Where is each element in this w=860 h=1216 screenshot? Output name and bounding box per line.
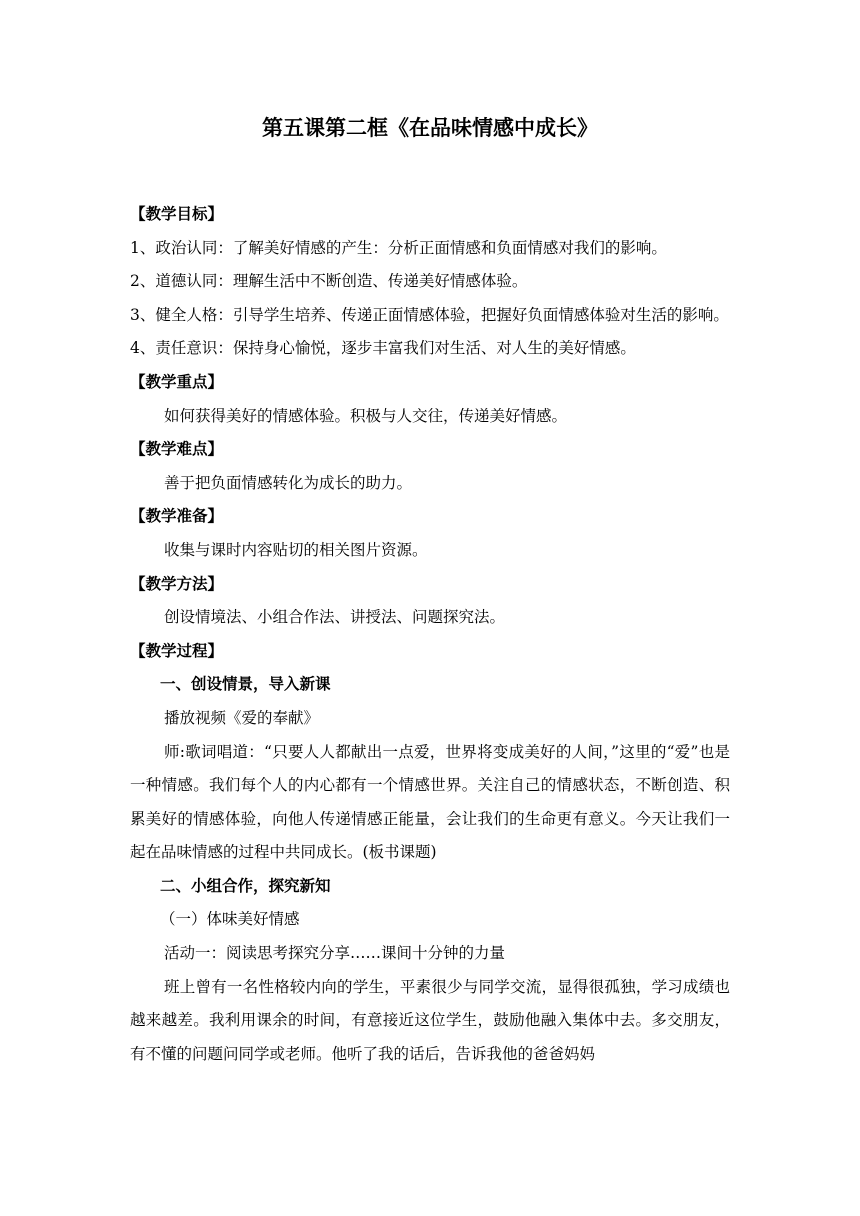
methods-heading: 【教学方法】 (130, 574, 224, 593)
process-part2-subheading: （一）体味美好情感 (160, 910, 300, 929)
objective-item-3: 3、健全人格：引导学生培养、传递正面情感体验，把握好负面情感体验对生活的影响。 (130, 305, 729, 324)
process-part2-heading: 二、小组合作，探究新知 (160, 876, 331, 895)
key-points-text: 如何获得美好的情感体验。积极与人交往，传递美好情感。 (164, 406, 568, 425)
methods-text: 创设情境法、小组合作法、讲授法、问题探究法。 (164, 608, 506, 627)
story-paragraph: 班上曾有一名性格较内向的学生，平素很少与同学交流，显得很孤独，学习成绩也越来越差。我利用课余的时间，有意接近这位学生，鼓励他融入集体中去。多交朋友，有不懂的问题问同学或老师。他听了我的话后，告诉我他的爸爸妈妈 (130, 977, 730, 1063)
process-part1-paragraph: 师:歌词唱道：“只要人人都献出一点爱，世界将变成美好的人间，”这里的“爱”也是一种情感。我们每个人的内心都有一个情感世界。关注自己的情感状态，不断创造、积累美好的情感体验，向他人传递情感正能量，会让我们的生命更有意义。今天让我们一起在品味情感的过程中共同成长。(板书课题) (130, 742, 730, 862)
preparation-text: 收集与课时内容贴切的相关图片资源。 (164, 540, 428, 559)
process-part1-heading: 一、创设情景，导入新课 (160, 675, 331, 694)
preparation-heading: 【教学准备】 (130, 507, 224, 526)
key-points-heading: 【教学重点】 (130, 372, 224, 391)
objective-item-1: 1、政治认同：了解美好情感的产生：分析正面情感和负面情感对我们的影响。 (130, 238, 667, 257)
activity-one: 活动一：阅读思考探究分享……课间十分钟的力量 (164, 944, 506, 963)
objective-item-4: 4、责任意识：保持身心愉悦，逐步丰富我们对生活、对人生的美好情感。 (130, 339, 636, 358)
difficulties-heading: 【教学难点】 (130, 440, 224, 459)
document-body (130, 198, 730, 1071)
page-title: 第五课第二框《在品味情感中成长》 (262, 116, 598, 140)
process-part1-line: 播放视频《爱的奉献》 (164, 708, 320, 727)
difficulties-text: 善于把负面情感转化为成长的助力。 (164, 473, 413, 492)
objectives-heading: 【教学目标】 (130, 205, 224, 223)
process-heading: 【教学过程】 (130, 641, 224, 660)
objective-item-2: 2、道德认同：理解生活中不断创造、传递美好情感体验。 (130, 272, 528, 291)
